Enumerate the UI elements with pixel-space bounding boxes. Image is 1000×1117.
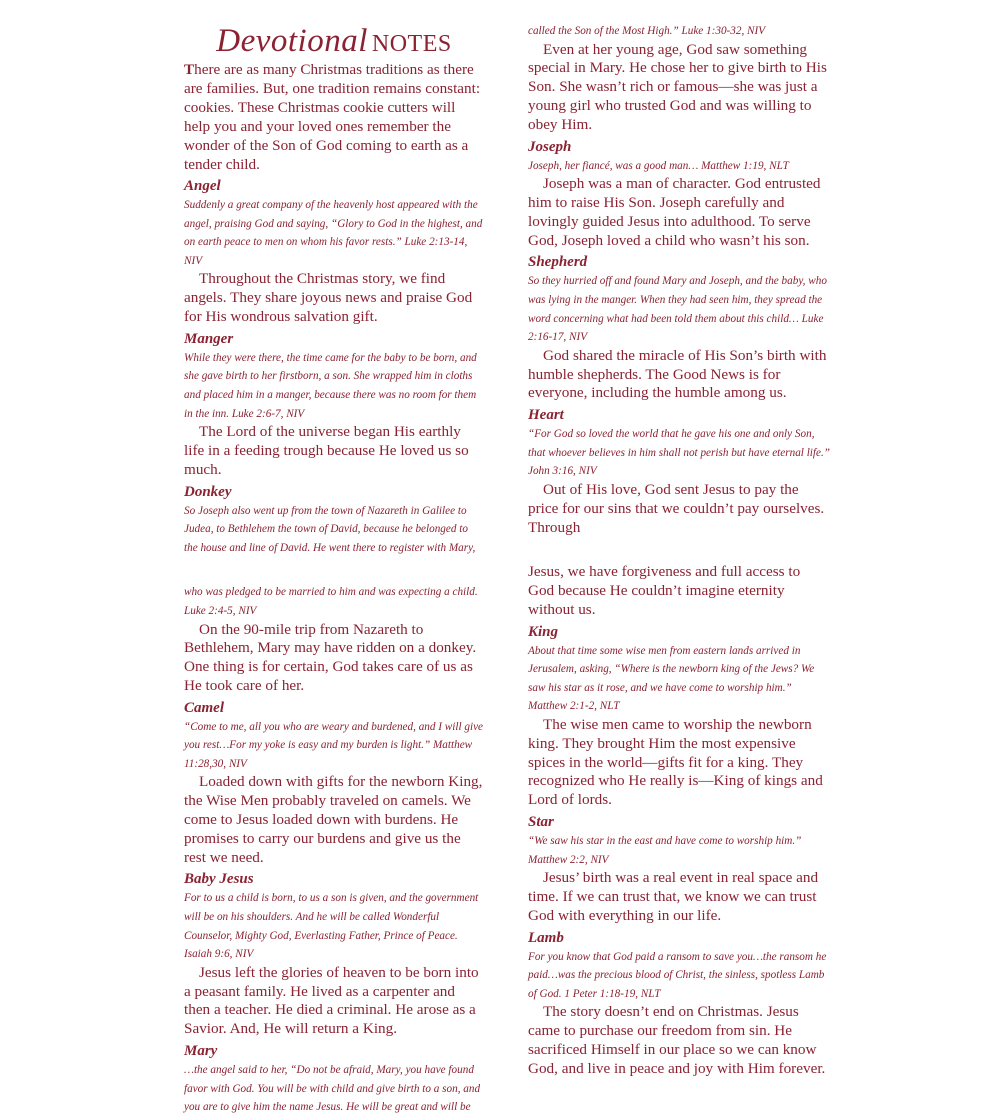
heading-joseph: Joseph [528,138,572,155]
left-column [184,0,484,1117]
verse-mary-part2: called the Son of the Most High.” Luke 1:30-32, NIV [528,25,766,37]
body-manger: The Lord of the universe began His earthly life in a feeding trough because He loved us so much. [184,423,469,478]
intro-dropcap: T [184,61,195,78]
verse-star: “We saw his star in the east and have come to worship him.” Matthew 2:2, NIV [528,835,802,866]
verse-shepherd: So they hurried off and found Mary and Joseph, and the baby, who was lying in the manger. When they had seen him, they spread the word concerning what had been told them about this child… Luke 2:16-17, NIV [528,275,827,344]
verse-baby-jesus: For to us a child is born, to us a son is given, and the government will be on his shoulders. And he will be called Wonderful Counselor, Mighty God, Everlasting Father, Prince of Peace. Isaiah 9:6, NIV [184,892,479,961]
verse-donkey-part1: So Joseph also went up from the town of Nazareth in Galilee to Judea, to Bethlehem the town of David, because he belonged to the house and line of David. He went there to register with Mary, [184,504,476,554]
body-star: Jesus’ birth was a real event in real space and time. If we can trust that, we know we can trust God with everything in our life. [528,869,819,924]
heading-shepherd: Shepherd [528,254,588,271]
heading-donkey: Donkey [184,483,232,500]
heading-star: Star [528,814,554,831]
body-shepherd: God shared the miracle of His Son’s birth with humble shepherds. The Good News is for everyone, including the humble among us. [528,346,827,402]
title-script: Devotional [216,23,368,59]
body-lamb: The story doesn’t end on Christmas. Jesus came to purchase our freedom from sin. He sacrificed Himself in our place so we can know God, and live in peace and joy with Him forever. [528,1003,826,1077]
body-king: The wise men came to worship the newborn king. They brought Him the most expensive spices in the world—gifts fit for a king. They recognized who He really is—King of kings and Lord of lords. [528,716,823,809]
column-gap [184,557,484,583]
verse-donkey-part2: who was pledged to be married to him and was expecting a child. Luke 2:4-5, NIV [184,586,478,617]
heading-baby-jesus: Baby Jesus [184,871,254,888]
body-angel: Throughout the Christmas story, we find angels. They share joyous news and praise God for His wondrous salvation gift. [184,270,473,325]
body-donkey: On the 90-mile trip from Nazareth to Bethlehem, Mary may have ridden on a donkey. One thing is for certain, God takes care of us as He took care of her. [184,620,477,694]
heading-manger: Manger [184,330,234,347]
heading-camel: Camel [184,699,224,716]
heading-king: King [528,623,559,640]
body-mary: Even at her young age, God saw something special in Mary. He chose her to give birth to His Son. She wasn’t rich or famous—she was just a young girl who trusted God and was willing to obey Him. [528,40,827,133]
column-gap [528,537,830,563]
heading-mary: Mary [184,1043,218,1060]
verse-lamb: For you know that God paid a ransom to save you…the ransom he paid…was the precious blood of Christ, the sinless, spotless Lamb of God. 1 Peter 1:18-19, NLT [528,950,827,1000]
intro-text: here are as many Christmas traditions as there are families. But, one tradition remains constant: cookies. These Christmas cookie cutters will help you and your loved ones remember the wonder of the Son of God coming to earth as a tender child. [184,61,481,173]
body-camel: Loaded down with gifts for the newborn King, the Wise Men probably traveled on camels. We come to Jesus loaded down with burdens. He promises to carry our burdens and give us the rest we need. [184,773,483,866]
body-baby-jesus: Jesus left the glories of heaven to be born into a peasant family. He lived as a carpenter and then a teacher. He died a criminal. He arose as a Savior. And, He will return a King. [184,963,479,1038]
heading-lamb: Lamb [528,929,564,946]
verse-camel: “Come to me, all you who are weary and burdened, and I will give you rest…For my yoke is easy and my burden is light.” Matthew 11:28,30, NIV [184,720,484,770]
intro-paragraph [184,60,484,174]
verse-angel: Suddenly a great company of the heavenly host appeared with the angel, praising God and saying, “Glory to God in the highest, and on earth peace to men on whom his favor rests.” Luke 2:13-14, NIV [184,199,483,267]
verse-mary-part1: …the angel said to her, “Do not be afraid, Mary, you have found favor with God. You will be with child and give birth to a son, and you are to give him the name Jesus. He will be great and will be [184,1064,481,1114]
right-column [528,0,830,1079]
body-heart-part1: Out of His love, God sent Jesus to pay the price for our sins that we couldn’t pay ourselves. Through [528,480,825,536]
verse-king: About that time some wise men from eastern lands arrived in Jerusalem, asking, “Where is the newborn king of the Jews? We saw his star as it rose, and we have come to worship him.” Matthew 2:1-2, NLT [528,644,815,713]
heading-heart: Heart [528,407,564,424]
heading-angel: Angel [184,178,221,194]
page-title [184,24,484,58]
verse-heart: “For God so loved the world that he gave his one and only Son, that whoever believes in him shall not perish but have eternal life.” John 3:16, NIV [528,428,831,478]
title-caps: NOTES [371,31,452,57]
verse-manger: While they were there, the time came for the baby to be born, and she gave birth to her firstborn, a son. She wrapped him in cloths and placed him in a manger, because there was no room for them in the inn. Luke 2:6-7, NIV [184,351,477,420]
body-joseph: Joseph was a man of character. God entrusted him to raise His Son. Joseph carefully and lovingly guided Jesus into adulthood. To serve God, Joseph loved a child who wasn’t his son. [528,175,821,249]
body-heart-part2: Jesus, we have forgiveness and full access to God because He couldn’t imagine eternity without us. [528,563,801,618]
verse-joseph: Joseph, her fiancé, was a good man… Matthew 1:19, NLT [528,159,789,172]
